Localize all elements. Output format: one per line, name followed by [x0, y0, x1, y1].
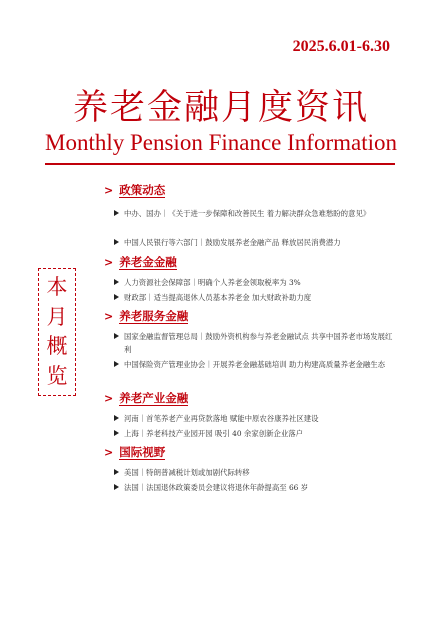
- section-heading-industry[interactable]: [104, 391, 188, 406]
- list-item-text: 财政部｜适当提高退休人员基本养老金 加大财政补助力度: [124, 293, 312, 302]
- section-title: 国际视野: [119, 445, 166, 459]
- triangle-bullet-icon: [114, 333, 119, 339]
- triangle-bullet-icon: [114, 415, 119, 421]
- triangle-bullet-icon: [114, 361, 119, 367]
- chevron-right-icon: >: [104, 184, 114, 197]
- side-label-char: 月: [46, 304, 68, 329]
- triangle-bullet-icon: [114, 469, 119, 475]
- section-heading-international[interactable]: [104, 445, 165, 460]
- triangle-bullet-icon: [114, 294, 119, 300]
- list-item-text: 国家金融监督管理总局｜鼓励外资机构参与养老金融试点 共享中国养老市场发展红利: [124, 332, 393, 354]
- list-item-text: 中国保险资产管理业协会｜开展养老金融基础培训 助力构建高质量养老金融生态: [124, 360, 386, 369]
- triangle-bullet-icon: [114, 484, 119, 490]
- triangle-bullet-icon: [114, 239, 119, 245]
- section-heading-service[interactable]: [104, 309, 188, 324]
- list-item[interactable]: [124, 481, 394, 494]
- section-heading-policy[interactable]: [104, 183, 165, 198]
- title-english: Monthly Pension Finance Information: [45, 130, 397, 155]
- triangle-bullet-icon: [114, 430, 119, 436]
- triangle-bullet-icon: [114, 210, 119, 216]
- list-item-text: 中办、国办｜《关于进一步保障和改善民生 着力解决群众急难愁盼的意见》: [124, 209, 371, 218]
- section-title: 养老服务金融: [119, 309, 189, 323]
- chevron-right-icon: >: [104, 310, 114, 323]
- section-title: 政策动态: [119, 183, 166, 197]
- list-item[interactable]: [124, 466, 394, 479]
- side-label-char: 览: [46, 363, 68, 388]
- list-item[interactable]: [124, 412, 394, 425]
- side-label-box: [38, 268, 76, 396]
- chevron-right-icon: >: [104, 256, 114, 269]
- section-heading-pension[interactable]: [104, 255, 177, 270]
- list-item[interactable]: [124, 207, 394, 220]
- triangle-bullet-icon: [114, 279, 119, 285]
- list-item[interactable]: [124, 358, 394, 371]
- list-item-text: 人力资源社会保障部｜明确个人养老金领取税率为 3%: [124, 278, 301, 287]
- chevron-right-icon: >: [104, 446, 114, 459]
- side-label-char: 概: [46, 334, 68, 359]
- list-item[interactable]: [124, 291, 394, 304]
- date-range: 2025.6.01-6.30: [292, 38, 390, 55]
- title-chinese: 养老金融月度资讯: [72, 88, 369, 128]
- section-title: 养老产业金融: [119, 391, 189, 405]
- list-item[interactable]: [124, 427, 394, 440]
- section-title: 养老金金融: [119, 255, 177, 269]
- list-item[interactable]: [124, 276, 394, 289]
- list-item-text: 中国人民银行等六部门｜鼓励发展养老金融产品 释放居民消费潜力: [124, 238, 341, 247]
- side-label-char: 本: [46, 275, 68, 300]
- list-item-text: 河南｜首笔养老产业再贷款落地 赋能中原农谷康养社区建设: [124, 414, 319, 423]
- list-item-text: 上海｜养老科技产业园开园 吸引 40 余家创新企业落户: [124, 429, 304, 438]
- list-item-text: 美国｜特朗普减税计划或加剧代际转移: [124, 468, 250, 477]
- list-item[interactable]: [124, 330, 394, 356]
- list-item[interactable]: [124, 236, 394, 249]
- chevron-right-icon: >: [104, 392, 114, 405]
- list-item-text: 法国｜法国退休政策委员会建议将退休年龄提高至 66 岁: [124, 483, 309, 492]
- title-rule: [45, 163, 395, 165]
